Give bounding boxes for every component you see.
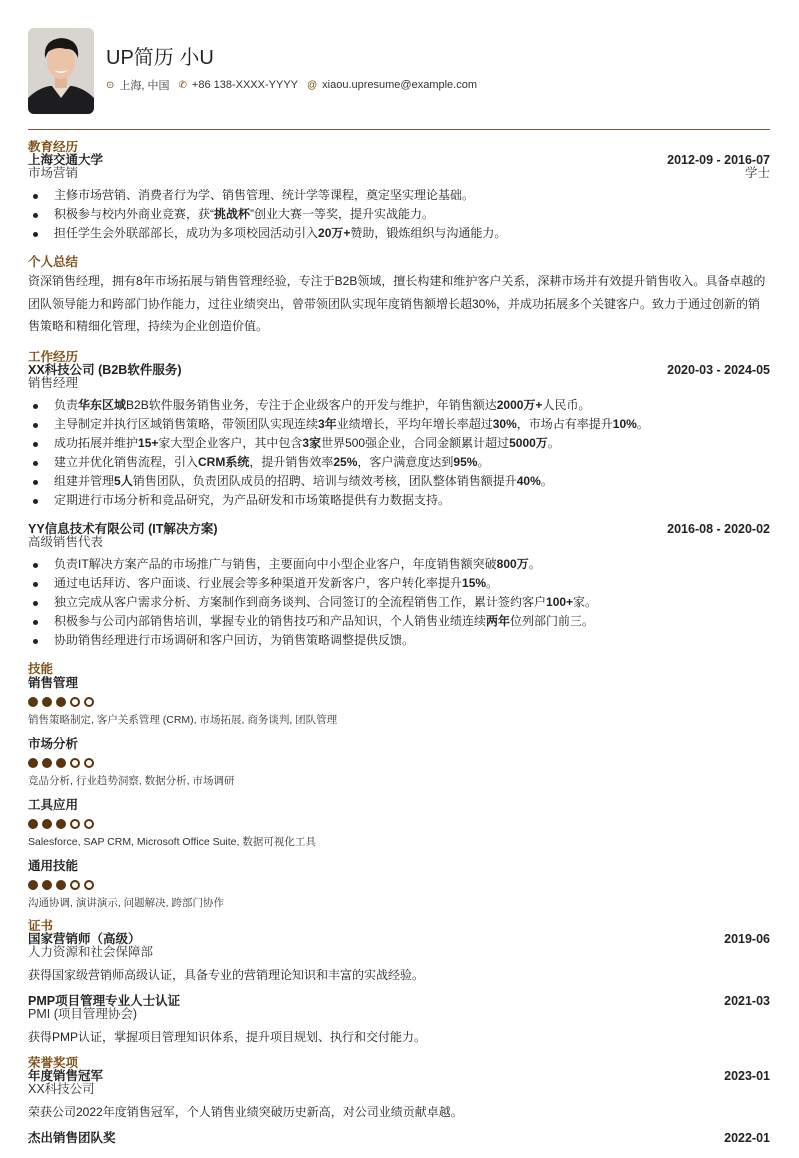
list-item [28,224,770,243]
list-item [28,415,770,434]
filled-dot-icon [56,819,66,829]
text-segment: 组建并管理 [54,473,115,488]
empty-dot-icon [70,819,80,829]
at-sign-icon: @ [307,79,318,91]
item-subtitle-row [28,1008,770,1021]
highlight-text: 40% [516,473,541,488]
summary-heading: 个人总结 [28,255,79,269]
item-subtitle-row [28,536,770,549]
item-subtitle: PMI (项目管理协会) [28,1006,138,1021]
text-segment: 定期进行市场分析和竞品研究，为产品研发和市场策略提供有力数据支持。 [54,492,451,507]
item-header [28,364,770,377]
education-section [28,141,770,243]
list-item [28,472,770,491]
highlight-text: 15+ [138,435,159,450]
text-segment: 积极参与公司内部销售培训，掌握专业的销售技巧和产品知识，个人销售业绩连续 [54,613,487,628]
location: 上海, 中国 [119,80,170,92]
filled-dot-icon [28,697,38,707]
text-segment: ”创业大赛一等奖，提升实战能力。 [250,207,435,221]
item-date: 2022-01 [724,1130,770,1145]
text-segment: 位列部门前三。 [510,613,595,628]
highlight-text: 25% [333,454,358,469]
list-item [28,205,770,224]
item-header [28,523,770,536]
certificates-item [28,933,770,982]
text-segment: B2B软件服务销售业务，专注于企业级客户的开发与维护，年销售额达 [126,397,497,412]
text-segment: 通过电话拜访、客户面谈、行业展会等多种渠道开发新客户，客户转化率提升 [54,575,463,590]
certificates-section [28,920,770,1044]
text-segment: 积极参与校内外商业竞赛，获“ [54,207,214,221]
text-segment: 赞助，锻炼组织与沟通能力。 [350,226,507,240]
list-item [28,453,770,472]
filled-dot-icon [56,758,66,768]
empty-dot-icon [84,758,94,768]
resume-header [28,28,486,114]
text-segment: 独立完成从客户需求分析、方案制作到商务谈判、合同签订的全流程销售工作，累计签约客户 [54,594,547,609]
item-subtitle-row [28,1083,770,1096]
item-subtitle-row [28,377,770,390]
item-subtitle-row [28,167,770,180]
list-item [28,186,770,205]
skill-item [28,676,770,727]
filled-dot-icon [56,697,66,707]
highlight-text: 挑战杯 [214,207,251,221]
text-segment: ，提升销售效率 [249,454,334,469]
skill-name: 通用技能 [28,858,79,873]
skills-heading: 技能 [28,661,54,676]
email-link[interactable]: xiaou.upresume@example.com [322,79,478,91]
text-segment: 。 [528,556,541,571]
awards-item [28,1132,770,1145]
skill-name: 销售管理 [28,675,79,690]
item-header [28,1132,770,1145]
item-title: 年度销售冠军 [28,1068,104,1083]
list-item [28,631,770,650]
contact-line [106,77,486,93]
awards-section [28,1057,770,1145]
text-segment: 业绩增长，平均年增长率超过 [336,416,493,431]
empty-dot-icon [84,819,94,829]
highlight-text: 3年 [318,416,337,431]
text-segment: 负责IT解决方案产品的市场推广与销售，主要面向中小型企业客户，年度销售额突破 [54,556,497,571]
highlight-text: 95% [453,454,478,469]
header-divider [28,129,770,130]
list-item [28,434,770,453]
resume-body [28,141,770,1158]
item-subtitle: XX科技公司 [28,1081,95,1096]
bullet-list [28,555,770,650]
text-segment: 。 [540,473,553,488]
item-title: YY信息技术有限公司 (IT解决方案) [28,521,218,536]
highlight-text: 10% [612,416,637,431]
filled-dot-icon [42,697,52,707]
item-date: 2012-09 - 2016-07 [667,153,770,167]
text-segment: 负责 [54,397,79,412]
work-item [28,523,770,650]
phone: +86 138-XXXX-YYYY [191,79,298,91]
filled-dot-icon [28,819,38,829]
highlight-text: 3家 [302,435,322,450]
item-title: XX科技公司 (B2B软件服务) [28,362,182,377]
certificates-heading: 证书 [28,918,54,933]
text-segment: 家大型企业客户，其中包含 [158,435,303,450]
highlight-text: 华东区域 [78,397,127,412]
text-segment: 人民币。 [542,397,591,412]
filled-dot-icon [28,880,38,890]
list-item [28,396,770,415]
text-segment: 。 [547,435,560,450]
item-date: 2020-03 - 2024-05 [667,362,770,377]
work-item [28,364,770,510]
filled-dot-icon [42,819,52,829]
text-segment: 。 [636,416,649,431]
highlight-text: 5000万 [509,435,548,450]
list-item [28,593,770,612]
skill-level-rating [28,758,770,768]
skill-keywords: 竞品分析, 行业趋势洞察, 数据分析, 市场调研 [28,774,235,787]
bullet-list [28,396,770,510]
list-item [28,612,770,631]
empty-dot-icon [70,697,80,707]
map-pin-icon: ⊙ [106,79,115,91]
highlight-text: CRM系统 [198,454,250,469]
awards-item [28,1070,770,1119]
text-segment: ，客户满意度达到 [357,454,454,469]
certificates-item [28,995,770,1044]
empty-dot-icon [84,880,94,890]
highlight-text: 2000万+ [496,397,543,412]
skill-level-rating [28,697,770,707]
text-segment: 销售团队，负责团队成员的招聘、培训与绩效考核，团队整体销售额提升 [132,473,517,488]
work-section [28,351,770,650]
highlight-text: 30% [492,416,517,431]
filled-dot-icon [28,758,38,768]
item-subtitle: 人力资源和社会保障部 [28,944,154,959]
text-segment: 成功拓展并维护 [54,435,139,450]
text-segment: 。 [477,454,490,469]
text-segment: 建立并优化销售流程，引入 [54,454,199,469]
empty-dot-icon [70,880,80,890]
highlight-text: 100+ [546,594,574,609]
skill-keywords: 沟通协调, 演讲演示, 问题解决, 跨部门协作 [28,896,225,909]
skill-item [28,859,770,910]
item-title: 杰出销售团队奖 [28,1130,116,1145]
item-header [28,995,770,1008]
highlight-text: 5人 [114,473,133,488]
text-segment: 协助销售经理进行市场调研和客户回访，为销售策略调整提供反馈。 [54,632,415,647]
text-segment: ，市场占有率提升 [516,416,613,431]
text-segment: 世界500强企业，合同金额累计超过 [321,435,510,450]
item-description: 荣获公司2022年度销售冠军，个人销售业绩突破历史新高，对公司业绩贡献卓越。 [28,1104,463,1119]
highlight-text: 两年 [486,613,511,628]
item-date: 2019-06 [724,931,770,946]
highlight-text: 20万+ [318,226,351,240]
skill-item [28,737,770,788]
item-date: 2023-01 [724,1068,770,1083]
item-title: PMP项目管理专业人士认证 [28,993,181,1008]
profile-photo [28,28,94,114]
text-segment: 。 [486,575,499,590]
empty-dot-icon [70,758,80,768]
skill-level-rating [28,819,770,829]
phone-icon: ✆ [178,79,187,91]
skill-keywords: Salesforce, SAP CRM, Microsoft Office Suite, 数据可视化工具 [28,835,316,848]
item-subtitle: 销售经理 [28,375,79,390]
awards-heading: 荣誉奖项 [28,1055,79,1070]
item-description: 获得PMP认证，掌握项目管理知识体系，提升项目规划、执行和交付能力。 [28,1029,427,1044]
item-subtitle: 市场营销 [28,166,79,180]
item-header [28,154,770,167]
item-header [28,1070,770,1083]
text-segment: 主修市场营销、消费者行为学、销售管理、统计学等课程，奠定坚实理论基础。 [54,188,475,202]
skill-name: 工具应用 [28,797,79,812]
skill-item [28,798,770,849]
item-date: 2021-03 [724,993,770,1008]
list-item [28,574,770,593]
bullet-list [28,186,770,243]
item-header [28,933,770,946]
text-segment: 主导制定并执行区域销售策略，带领团队实现连续 [54,416,319,431]
item-degree: 学士 [744,166,770,180]
skill-level-rating [28,880,770,890]
text-segment: 家。 [573,594,598,609]
empty-dot-icon [84,697,94,707]
item-title: 国家营销师（高级） [28,931,141,946]
summary-section [28,256,770,338]
skill-name: 市场分析 [28,736,79,751]
item-date: 2016-08 - 2020-02 [667,521,770,536]
filled-dot-icon [56,880,66,890]
education-heading: 教育经历 [28,140,79,154]
list-item [28,491,770,510]
skills-section [28,663,770,910]
item-subtitle: 高级销售代表 [28,534,104,549]
summary-text: 资深销售经理，拥有8年市场拓展与销售管理经验，专注于B2B领域，擅长构建和维护客户关系，深耕市场并有效提升销售收入。具备卓越的团队领导能力和跨部门协作能力，过往业绩突出，曾带领团队实现年度销售额增长超30%，并成功拓展多个关键客户。致力于通过创新的销售策略和精细化管理，持续为企业创造价值。 [28,274,766,333]
item-title: 上海交通大学 [28,153,104,167]
filled-dot-icon [42,880,52,890]
skill-keywords: 销售策略制定, 客户关系管理 (CRM), 市场拓展, 商务谈判, 团队管理 [28,713,338,726]
work-heading: 工作经历 [28,349,79,364]
highlight-text: 800万 [496,556,529,571]
text-segment: 担任学生会外联部部长，成功为多项校园活动引入 [54,226,319,240]
highlight-text: 15% [462,575,487,590]
filled-dot-icon [42,758,52,768]
education-item [28,154,770,243]
item-subtitle-row [28,946,770,959]
item-description: 获得国家级营销师高级认证，具备专业的营销理论知识和丰富的实战经验。 [28,967,425,982]
candidate-name: UP简历 小U [106,47,214,69]
list-item [28,555,770,574]
